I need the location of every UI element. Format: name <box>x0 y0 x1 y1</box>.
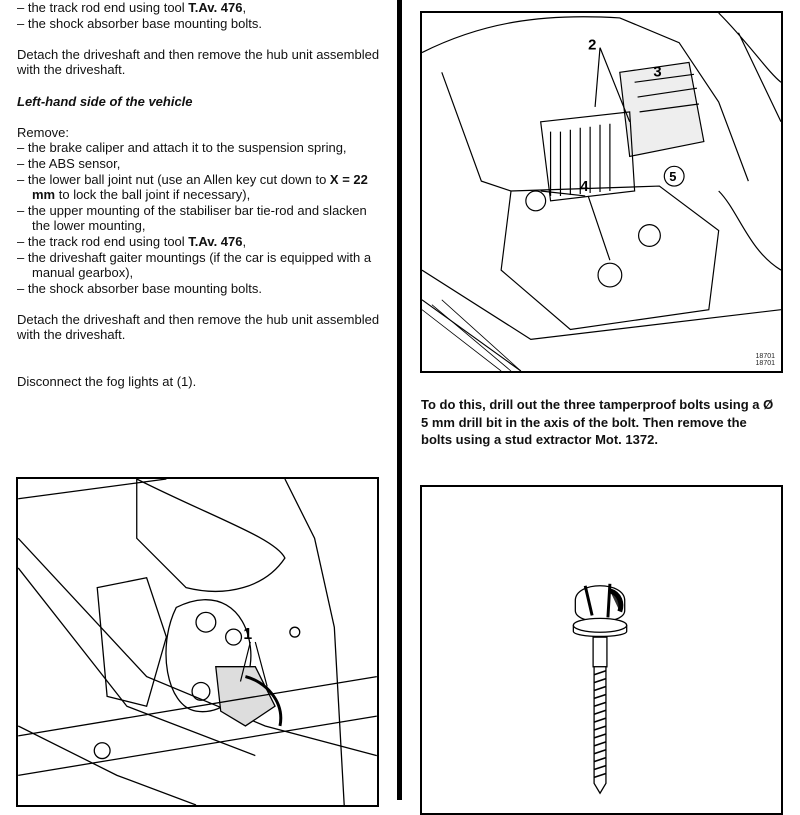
fog-light-figure <box>16 477 379 807</box>
figure-number <box>756 353 775 367</box>
paragraph: Detach the driveshaft and then remove the hub unit assembled with the driveshaft. <box>17 311 380 343</box>
tamperproof-bolt-figure <box>420 485 783 815</box>
callout-2: 2 <box>588 37 597 54</box>
text: , <box>242 233 247 249</box>
section-heading: Left-hand side of the vehicle <box>17 93 193 109</box>
text: – the lower ball joint nut (use an Allen key cut down to <box>17 171 330 187</box>
engine-bay-figure <box>420 11 783 373</box>
list-item: – the driveshaft gaiter mountings (if the car is equipped with a manual gearbox), <box>17 249 372 281</box>
remove-label: Remove: <box>17 124 70 140</box>
list-item <box>17 172 387 203</box>
paragraph: Detach the driveshaft and then remove the hub unit assembled with the driveshaft. <box>17 46 380 78</box>
tool-ref: T.Av. 476 <box>188 233 243 249</box>
list-item: – the ABS sensor, <box>17 155 121 171</box>
tool-ref: T.Av. 476 <box>188 0 243 15</box>
text: – the track rod end using tool <box>17 233 189 249</box>
callout-5: 5 <box>669 169 677 185</box>
callout-3: 3 <box>653 64 662 81</box>
figure-caption: To do this, drill out the three tamperproof bolts using a Ø 5 mm drill bit in the axis of the bolt. Then remove the bolts using a stud extractor Mot. 1372. <box>421 397 774 447</box>
callout-1: 1 <box>243 626 253 644</box>
callout-4: 4 <box>580 179 589 196</box>
list-item: – the shock absorber base mounting bolts. <box>17 15 262 31</box>
text: , <box>242 0 247 15</box>
list-item: – the brake caliper and attach it to the suspension spring, <box>17 140 347 156</box>
figure-number-a: 18701 <box>755 353 775 360</box>
text: to lock the ball joint if necessary), <box>55 187 251 203</box>
list-item <box>17 234 387 250</box>
figure-number-b: 18701 <box>755 360 775 367</box>
left-column <box>17 0 387 390</box>
paragraph: Disconnect the fog lights at (1). <box>17 374 197 390</box>
column-divider <box>397 0 402 800</box>
list-item: – the shock absorber base mounting bolts. <box>17 280 262 296</box>
list-item <box>17 0 387 16</box>
text: – the track rod end using tool <box>17 0 189 15</box>
dimension: X = 22 mm <box>32 171 368 203</box>
list-item: – the upper mounting of the stabiliser bar tie-rod and slacken the lower mounting, <box>17 202 367 234</box>
